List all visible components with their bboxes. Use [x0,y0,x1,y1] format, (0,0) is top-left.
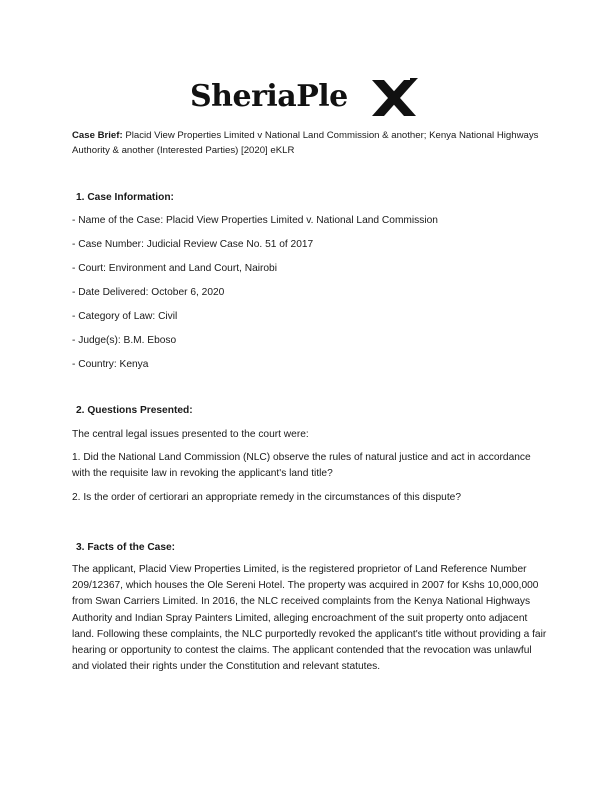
case-info-item: - Court: Environment and Land Court, Nairobi [72,263,277,274]
sheriaplex-logo [190,72,430,122]
case-brief-label: Case Brief: [72,130,123,141]
case-info-item: - Country: Kenya [72,359,149,370]
logo-brand-text: SheriaPle [190,79,348,114]
case-brief-title: Placid View Properties Limited v National Land Commission & another; Kenya National Highways Authority & another (Interested Parties) [2020] eKLR [72,130,539,156]
case-information-heading: 1. Case Information: [76,192,174,203]
case-info-item: - Category of Law: Civil [72,311,178,322]
case-brief [72,128,542,158]
case-info-item: - Date Delivered: October 6, 2020 [72,287,225,298]
facts-heading: 3. Facts of the Case: [76,542,176,553]
case-info-item: - Judge(s): B.M. Eboso [72,335,177,346]
questions-intro: The central legal issues presented to the court were: [72,429,309,440]
case-info-item: - Case Number: Judicial Review Case No. 51 of 2017 [72,239,314,250]
facts-paragraph: The applicant, Placid View Properties Limited, is the registered proprietor of Land Reference Number 209/12367, which houses the Ole Sereni Hotel. The property was acquired in 2007 for Kshs 10,000,000 from Swan Carriers Limited. In 2016, the NLC received complaints from the Kenya National Highways Authority and Indian Spray Painters Limited, alleging encroachment of the suit property onto adjacent land. Following these complaints, the NLC purportedly revoked the applicant's title without providing a fair hearing or opportunity to contest the claims. The applicant contended that the revocation was unlawful and violated their rights under the Constitution and relevant statutes. [72,564,547,673]
x-logo-icon [370,78,418,118]
question-2: 2. Is the order of certiorari an appropriate remedy in the circumstances of this dispute? [72,492,462,503]
questions-heading: 2. Questions Presented: [76,405,193,416]
question-1: 1. Did the National Land Commission (NLC) observe the rules of natural justice and act in accordance with the requisite law in revoking the applicant's land title? [72,452,531,480]
case-info-item: - Name of the Case: Placid View Properties Limited v. National Land Commission [72,215,438,226]
